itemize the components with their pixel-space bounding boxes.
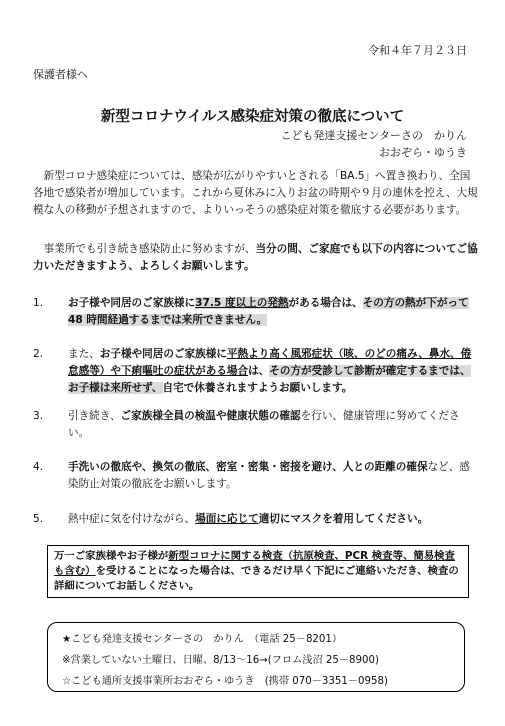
contact-line-3: ☆こども通所支援事業所おおぞら・ゆうき (携帯 070－3351－0958) [62, 676, 388, 687]
list-item-5 [33, 511, 478, 528]
intro-paragraph: 新型コロナ感染症については、感染が広がりやすいとされる「BA.5」へ置き換わり、全国各地で感染者が増加しています。これから夏休みに入りお盆の時期や９月の連休を控え、大規模な人の移動が予想されますので、よりいっそうの感染症対策を徹底する必要があります。 [33, 170, 478, 216]
item-text: 熱中症に気を付けながら、 [68, 513, 196, 525]
notice-text: を受けることになった場合は、できるだけ早く下記にご連絡いただき、検査の詳細についてお話しください。 [54, 565, 459, 592]
item-bold: 適切にマスクを着用してください。 [258, 513, 429, 525]
item-bold: ご家族様全員の検温や健康状態の確認 [120, 410, 301, 422]
item-text: は、 [248, 365, 270, 377]
item-number: 1. [33, 297, 44, 309]
item-number: 3. [33, 410, 44, 422]
item-highlight: その方が受診して診断が確定するまでは、お子様は来所せず、 [68, 365, 471, 394]
item-text: お子様や同居のご家族様に [99, 348, 227, 360]
sender-org-line1: こども発達支援センターさの かりん [280, 129, 467, 142]
list-item-1 [33, 295, 478, 329]
document-date: 令和４年７月２３日 [368, 44, 467, 57]
contact-line-1: ★こども発達支援センターさの かりん （電話 25－8201） [62, 634, 343, 645]
item-underline: 平熱より高く風邪症状（咳、のどの痛み、鼻水、倦怠感等）や下痢嘔吐の症状がある場合 [68, 348, 472, 377]
item-text: また、 [68, 348, 100, 360]
list-item-4 [33, 459, 478, 493]
item-number: 5. [33, 513, 44, 525]
item-text: 引き続き、 [68, 410, 121, 422]
contact-box [47, 622, 465, 692]
item-text: お子様や同居のご家族様に [68, 297, 196, 309]
item-underline: 場面に応じて [195, 513, 259, 525]
item-highlight: 37.5 度以上の発熱 [195, 297, 289, 309]
item-number: 4. [33, 461, 44, 473]
item-highlight: その方の熱が下がって 48 時間経過するまでは来所できません。 [68, 297, 469, 326]
request-normal-text: 事業所でも引き続き感染防止に努めますが、 [43, 243, 256, 255]
notice-text: 万一ご家族様やお子様が [54, 550, 169, 562]
item-text: を行い、健康管理に努めてください。 [68, 410, 460, 439]
request-paragraph [33, 241, 478, 275]
document-title: 新型コロナウイルス感染症対策の徹底について [100, 109, 405, 125]
item-bold: 手洗いの徹底や、換気の徹底、密室・密集・密接を避け、人との距離の確保 [68, 461, 428, 473]
notice-underline: 新型コロナに関する検査（抗原検査、PCR 検査等、簡易検査も含む） [54, 550, 455, 577]
item-text: がある場合は、 [288, 297, 363, 309]
list-item-3 [33, 408, 478, 442]
recipient: 保護者様へ [33, 68, 88, 81]
contact-line-2: ※営業していない土曜日、日曜、8/13～16→(フロム浅沼 25－8900) [62, 655, 379, 666]
list-item-2 [33, 346, 478, 397]
item-number: 2. [33, 348, 44, 360]
item-text: など、感染防止対策の徹底をお願いします。 [68, 461, 470, 490]
request-bold-text: 当分の間、ご家庭でも以下の内容についてご協力いただきますよう、よろしくお願いします。 [33, 243, 478, 272]
item-text: 自宅で休養されますようお願いします。 [162, 382, 353, 394]
testing-notice-box [47, 545, 469, 598]
sender-org-line2: おおぞら・ゆうき [379, 146, 467, 159]
